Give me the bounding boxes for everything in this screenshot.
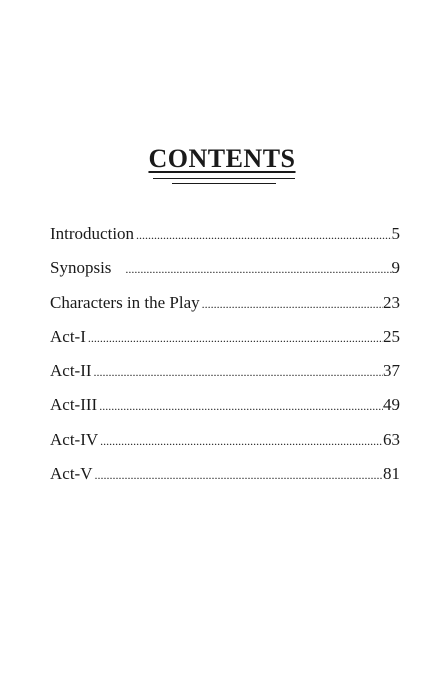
title-rule-short <box>172 183 276 184</box>
toc-entry-page: 25 <box>383 326 400 346</box>
toc-entry-label: Act-V <box>50 464 93 484</box>
toc-entry-label: Synopsis <box>50 258 112 278</box>
table-of-contents <box>50 224 400 498</box>
dot-leader <box>94 362 383 382</box>
toc-entry-page: 63 <box>383 429 400 449</box>
dot-leader <box>202 294 383 314</box>
page-title: CONTENTS <box>148 144 296 173</box>
toc-entry-act-iv[interactable] <box>50 430 400 464</box>
dot-leader <box>99 396 383 416</box>
toc-entry-label: Characters in the Play <box>50 292 200 312</box>
toc-entry-page: 23 <box>383 292 400 312</box>
dot-leader <box>125 259 391 279</box>
dot-leader <box>136 225 391 245</box>
title-rule-long <box>153 178 295 179</box>
toc-entry-page: 5 <box>391 224 400 243</box>
toc-entry-label: Act-I <box>50 326 86 346</box>
dot-leader <box>88 328 383 348</box>
toc-entry-characters[interactable] <box>50 293 400 327</box>
toc-entry-label: Act-IV <box>50 429 99 449</box>
toc-entry-introduction[interactable] <box>50 224 400 258</box>
toc-entry-page: 49 <box>383 395 400 415</box>
toc-entry-label: Act-III <box>50 395 98 415</box>
toc-entry-synopsis[interactable] <box>50 258 400 292</box>
toc-entry-label: Introduction <box>50 224 135 243</box>
toc-entry-act-iii[interactable] <box>50 395 400 429</box>
toc-entry-act-v[interactable] <box>50 464 400 498</box>
toc-entry-page: 9 <box>391 258 400 278</box>
toc-entry-page: 37 <box>383 361 400 381</box>
toc-entry-act-i[interactable] <box>50 327 400 361</box>
dot-leader <box>94 465 383 485</box>
toc-entry-label: Act-II <box>50 361 92 381</box>
dot-leader <box>100 431 383 451</box>
toc-entry-page: 81 <box>383 464 400 484</box>
toc-entry-act-ii[interactable] <box>50 361 400 395</box>
